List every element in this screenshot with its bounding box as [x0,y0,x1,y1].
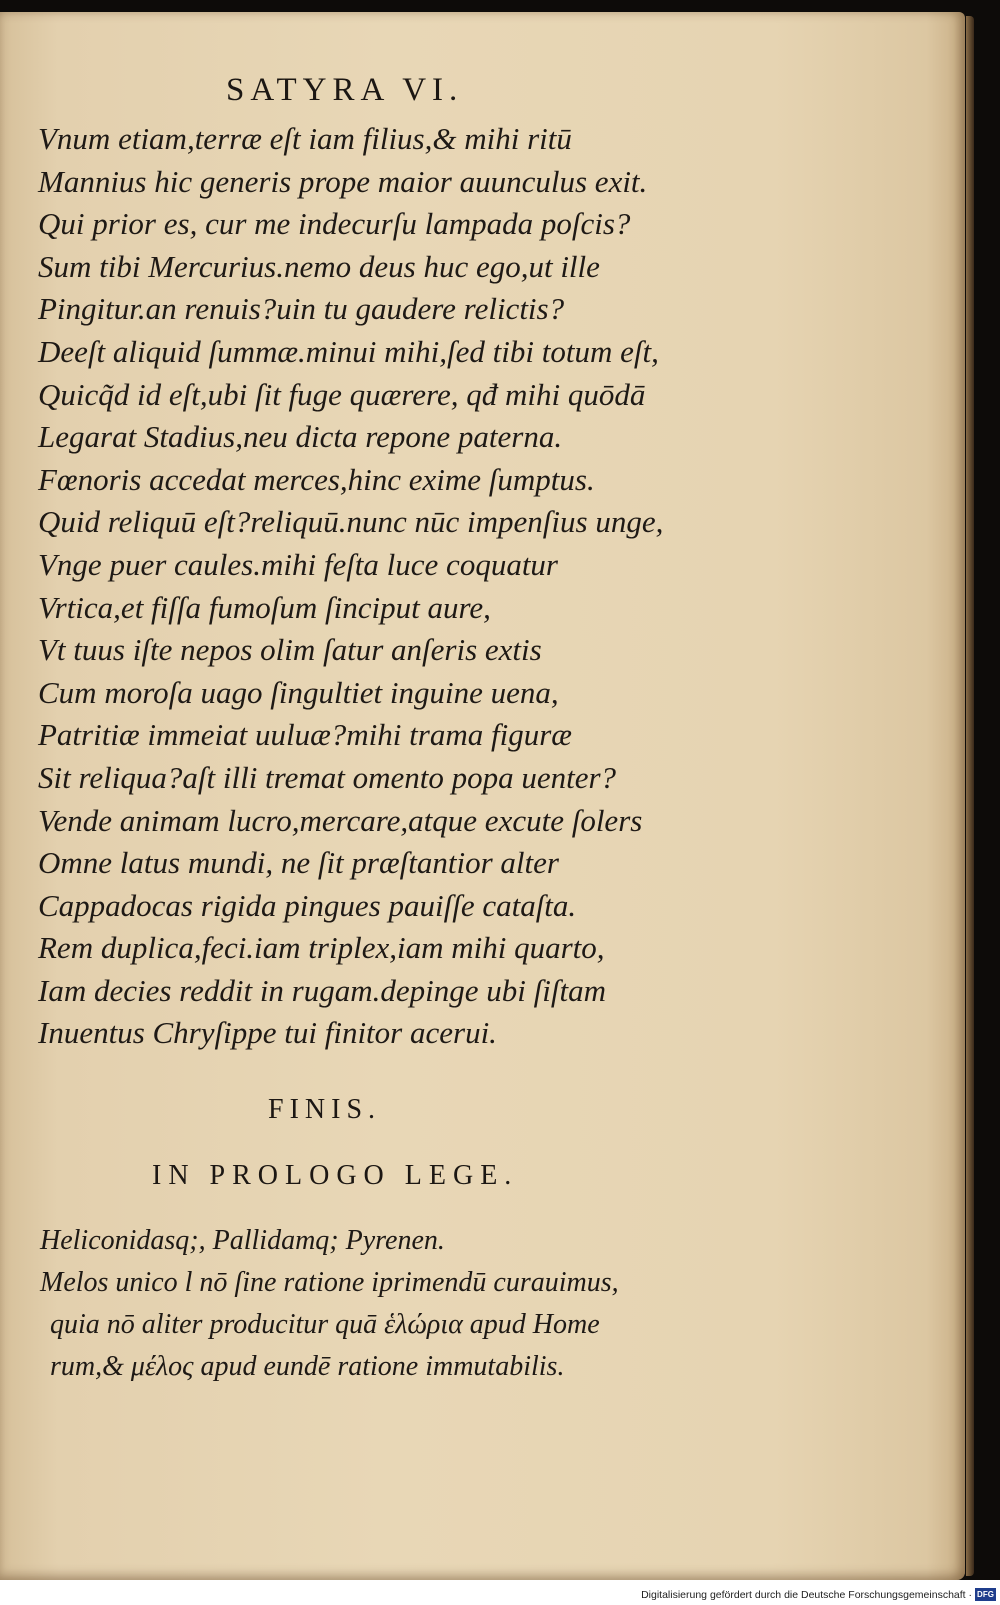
verse-line: Vrtica,et fiſſa fumoſum ſinciput aure, [38,589,491,625]
verse-line: Quicq̃d id eſt,ubi ſit fuge quærere, qđ mihi quōdā [38,376,646,412]
errata-block [40,1220,619,1388]
verse-line: Pingitur.an renuis?uin tu gaudere relictis? [38,291,565,327]
verse-line: Vt tuus iſte nepos olim ſatur anſeris extis [38,632,542,668]
verse-line: Rem duplica,feci.iam triplex,iam mihi quarto, [38,930,605,966]
dfg-logo: DFG [975,1588,996,1601]
errata-line: rum,& μέλος apud eundē ratione immutabilis. [50,1351,565,1382]
verse-line: Fœnoris accedat merces,hinc exime ſumptus. [38,461,595,497]
verse-line: Iam decies reddit in rugam.depinge ubi ſiſtam [38,972,606,1008]
running-head: SATYRA VI. [226,72,464,108]
finis-heading: FINIS. [268,1094,382,1125]
verse-line: Quid reliquū eſt?reliquū.nunc nūc impenſius unge, [38,504,664,540]
verse-line: Deeſt aliquid ſummæ.minui mihi,ſed tibi totum eſt, [38,333,659,369]
verse-line: Omne latus mundi, ne ſit præſtantior alter [38,845,559,881]
errata-heading: IN PROLOGO LEGE. [152,1160,519,1191]
verse-line: Sum tibi Mercurius.nemo deus huc ego,ut ille [38,248,600,284]
verse-line: Vnge puer caules.mihi feſta luce coquatur [38,546,558,582]
verse-line: Mannius hic generis prope maior auunculus exit. [38,163,648,199]
verse-line: Sit reliqua?aſt illi tremat omento popa uenter? [38,759,617,795]
verse-line: Cappadocas rigida pingues pauiſſe cataſta. [38,887,577,923]
verse-line: Patritiæ immeiat uuluæ?mihi trama figuræ [38,717,572,753]
errata-line: Heliconidasq;, Pallidamq; Pyrenen. [40,1225,445,1256]
footer-credit: Digitalisierung gefördert durch die Deutsche Forschungsgemeinschaft · [641,1589,972,1601]
verse-line: Legarat Stadius,neu dicta repone paterna. [38,419,563,455]
verse-line: Vende animam lucro,mercare,atque excute ſolers [38,802,643,838]
verse-line: Cum moroſa uago ſingultiet inguine uena, [38,674,559,710]
verse-line: Qui prior es, cur me indecurſu lampada poſcis? [38,206,631,242]
verse-block [38,118,663,1055]
errata-line: quia nō aliter producitur quā ἑλώρια apud Home [50,1309,600,1340]
page-edge [966,16,974,1576]
verse-line: Inuentus Chryſippe tui finitor acerui. [38,1015,497,1051]
verse-line: Vnum etiam,terræ eſt iam filius,& mihi ritū [38,121,572,156]
errata-line: Melos unico l nō ſine ratione iprimendū curauimus, [40,1267,619,1298]
